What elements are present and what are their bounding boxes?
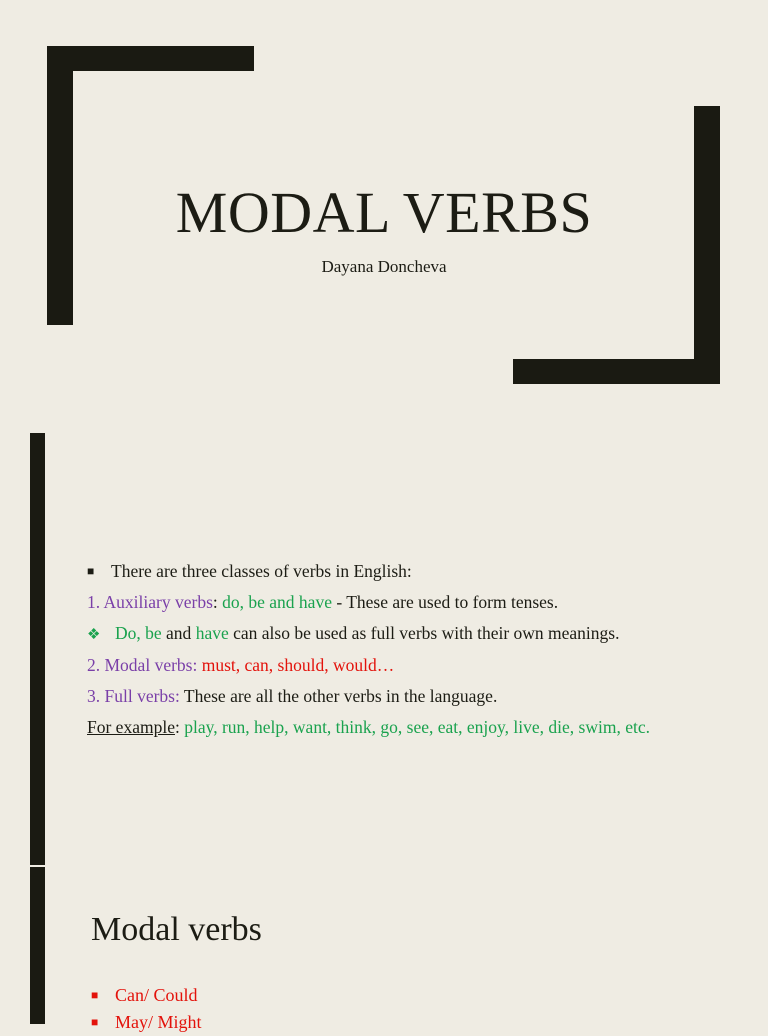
frame-top-left-horizontal — [47, 46, 254, 71]
intro-line: ■ There are three classes of verbs in English: — [87, 556, 650, 587]
slide-author: Dayana Doncheva — [321, 257, 447, 276]
modal-verbs-heading: Modal verbs — [91, 911, 262, 948]
modal-verbs-list — [91, 982, 202, 1036]
note-line: ❖ Do, be and have can also be used as full verbs with their own meanings. — [87, 618, 650, 649]
example-line: For example: play, run, help, want, think, go, see, eat, enjoy, live, die, swim, etc. — [87, 716, 650, 737]
full-verbs-line: 3. Full verbs: These are all the other verbs in the language. — [87, 685, 498, 706]
list-item: ■ Can/ Could — [91, 982, 202, 1009]
square-bullet-icon: ■ — [91, 1015, 99, 1029]
frame-bottom-right-horizontal — [513, 359, 720, 384]
slide3-accent-bar — [30, 867, 45, 1024]
verb-classes-text — [87, 556, 650, 743]
diamond-bullet-icon: ❖ — [87, 627, 101, 644]
modal-line: 2. Modal verbs: must, can, should, would… — [87, 654, 395, 675]
slide2-accent-bar — [30, 433, 45, 865]
list-item: ■ May/ Might — [91, 1009, 202, 1036]
square-bullet-icon: ■ — [87, 564, 95, 578]
slide-title: MODAL VERBS — [175, 180, 593, 245]
auxiliary-line: 1. Auxiliary verbs: do, be and have - These are used to form tenses. — [87, 592, 559, 613]
square-bullet-icon: ■ — [91, 988, 99, 1002]
